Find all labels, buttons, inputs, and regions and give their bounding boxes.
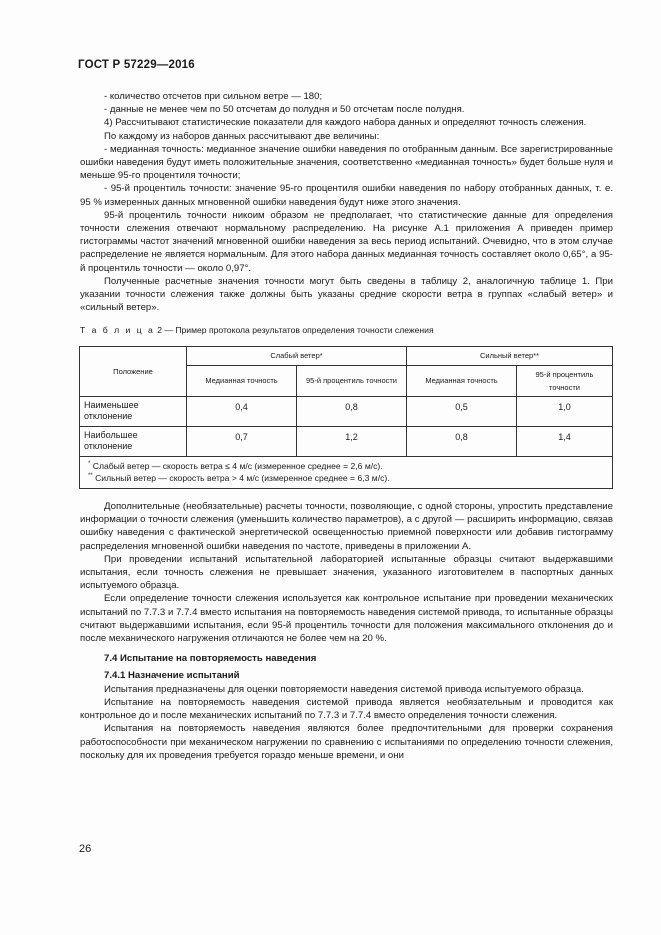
table-notes xyxy=(80,457,613,489)
paragraph: При проведении испытаний испытательной лабораторией испытанные образцы считают выдержавшими испытания, если точность слежения не превышает значения, указанного изготовителем в паспортных данных испытуемого образца. xyxy=(80,553,613,592)
cell-value: 0,5 xyxy=(407,397,517,427)
col-position-header: Положение xyxy=(80,346,187,396)
paragraph: - 95-й процентиль точности: значение 95-го процентиля ошибки наведения по набору отобранных данных, т. е. 95 % измеренных данных мгновенной ошибки наведения будут ниже этого значения. xyxy=(80,183,613,208)
table-row xyxy=(80,427,613,457)
paragraph: По каждому из наборов данных рассчитывают две величины: xyxy=(104,130,380,142)
table-note xyxy=(88,460,606,472)
group-strong-wind: Сильный ветер** xyxy=(407,346,613,365)
table-row xyxy=(80,397,613,427)
paragraph: 95-й процентиль точности никоим образом не предполагает, что статистические данные для определения точности слежения отвечают нормальному распределению. На рисунке А.1 приложения А приведен пример гистограммы частот значений мгновенной ошибки наведения за весь период испытаний. Очевидно, что в этом случае распределение не является нормальным. Для этого набора данных медианная точность составляет около 0,65°, а 95-й процентиль точности — около 0,97°. xyxy=(80,209,613,274)
row-label: Наименьшее отклонение xyxy=(80,397,187,427)
sub-header-p95: 95-й процентиль точности xyxy=(517,365,613,396)
table-caption-text: 2 — Пример протокола результатов определения точности слежения xyxy=(157,325,434,336)
row-label: Наибольшее отклонение xyxy=(80,427,187,457)
paragraph: Полученные расчетные значения точности могут быть сведены в таблицу 2, аналогичную таблице 1. При указании точности слежения также должны быть указаны средние скорости ветра в группах «слабый ветер» и «сильный ветер». xyxy=(80,275,613,314)
cell-value: 0,8 xyxy=(407,427,517,457)
cell-value: 0,4 xyxy=(187,397,297,427)
paragraph: Дополнительные (необязательные) расчеты точности, позволяющие, с одной стороны, упростить представление информации о точности слежения (уменьшить количество параметров), а с другой — расширить информацию, связав ошибку наведения с фактической энергетической освещенностью приемной поверхности или добавив гистограмму распределения мгновенной ошибки наведения по частоте, приведены в приложении А. xyxy=(80,501,613,552)
section-heading: 7.4 Испытание на повторяемость наведения xyxy=(104,653,317,665)
paragraph: 4) Рассчитывают статистические показатели для каждого набора данных и определяют точность слежения. xyxy=(104,117,587,129)
table-note xyxy=(88,472,606,484)
group-weak-wind: Слабый ветер* xyxy=(187,346,407,365)
subsection-heading: 7.4.1 Назначение испытаний xyxy=(104,669,240,681)
cell-value: 0,7 xyxy=(187,427,297,457)
note-text: Слабый ветер — скорость ветра ≤ 4 м/с (измеренное среднее = 2,6 м/с). xyxy=(92,461,383,472)
paragraph: - медианная точность: медианное значение ошибки наведения по отобранным данным. Все зарегистрированные ошибки наведения будут иметь положительные значения, соответственно «медианная точность» будет больше нуля и меньше 95-го процентиля точности; xyxy=(80,143,613,182)
table-caption-label: Т а б л и ц а xyxy=(80,325,155,336)
results-table xyxy=(79,346,613,489)
paragraph: Если определение точности слежения используется как контрольное испытание при проведении механических испытаний по 7.7.3 и 7.7.4 вместо испытания на повторяемость наведения системой привода, то испытанные образцы считают выдержавшими испытания, если 95-й процентиль точности для положения максимального отклонения до и после механического нагружения отличаются не более чем на 20 %. xyxy=(80,593,613,645)
sub-header-p95: 95-й процентиль точности xyxy=(297,365,407,396)
cell-value: 1,4 xyxy=(517,427,613,457)
cell-value: 0,8 xyxy=(297,397,407,427)
paragraph: - количество отсчетов при сильном ветре — 180; xyxy=(104,91,323,102)
cell-value: 1,0 xyxy=(517,397,613,427)
table-caption xyxy=(80,324,613,337)
sub-header-median: Медианная точность xyxy=(407,365,517,396)
document-header: ГОСТ Р 57229—2016 xyxy=(78,59,195,71)
cell-value: 1,2 xyxy=(297,427,407,457)
page-number: 26 xyxy=(79,843,92,855)
paragraph: Испытания на повторяемость наведения являются более предпочтительными для проверки сохранения работоспособности при механическом нагружении по сравнению с испытаниями по определению точности слежения, поскольку для их проведения требуется гораздо меньше времени, и они xyxy=(80,723,613,761)
paragraph: Испытания предназначены для оценки повторяемости наведения системой привода испытуемого образца. xyxy=(104,683,584,695)
sub-header-median: Медианная точность xyxy=(187,365,297,396)
note-mark: * xyxy=(88,461,91,468)
paragraph: Испытание на повторяемость наведения системой привода является необязательным и проводится как контрольное до и после механических испытаний по 7.7.3 и 7.7.4 вместо определения точности слежения. xyxy=(80,696,613,722)
note-text: Сильный ветер — скорость ветра > 4 м/с (измеренное среднее = 6,3 м/с). xyxy=(95,473,390,484)
note-mark: ** xyxy=(88,473,93,480)
paragraph: - данные не менее чем по 50 отсчетам до полудня и 50 отсчетам после полудня. xyxy=(104,104,465,116)
document-body xyxy=(80,90,613,762)
